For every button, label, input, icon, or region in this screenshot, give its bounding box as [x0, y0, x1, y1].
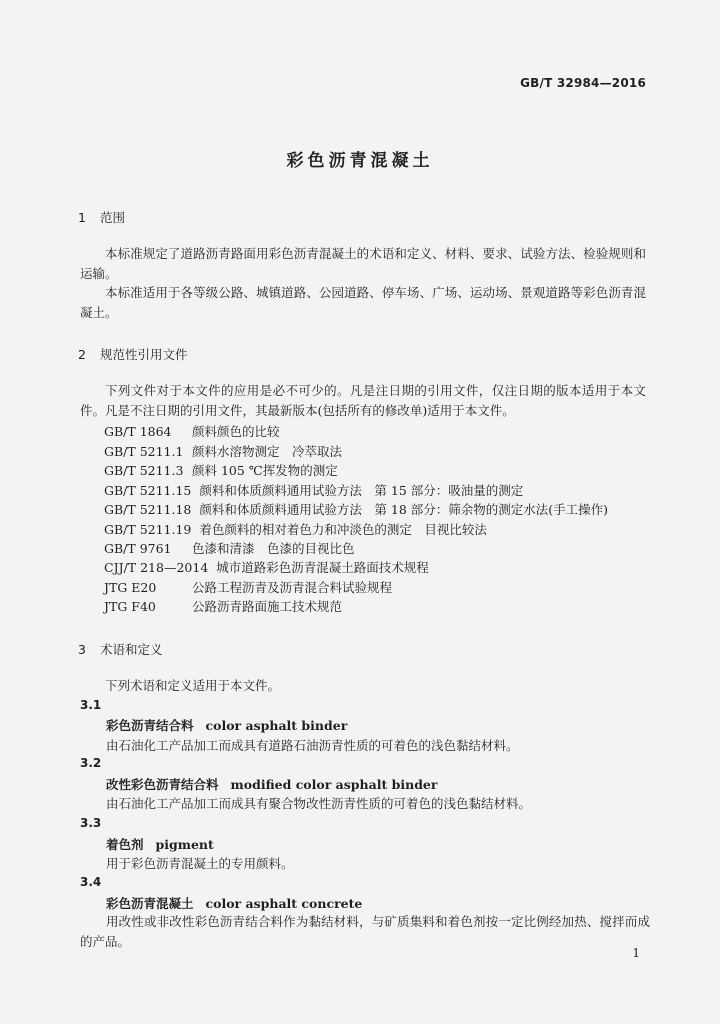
- reference-title: 色漆和清漆 色漆的目视比色: [192, 541, 355, 556]
- term-name-en: color asphalt concrete: [205, 896, 363, 911]
- section-number: 2: [78, 347, 86, 362]
- reference-title: 颜料和体质颜料通用试验方法 第 18 部分：筛余物的测定水法(手工操作): [199, 502, 608, 517]
- reference-item: [104, 520, 487, 538]
- reference-code: GB/T 5211.19: [104, 522, 192, 537]
- term-name: [106, 894, 362, 912]
- standard-code: GB/T 32984—2016: [520, 76, 646, 90]
- reference-title: 公路沥青路面施工技术规范: [192, 599, 343, 614]
- section-title: 规范性引用文件: [100, 347, 188, 362]
- reference-title: 颜料和体质颜料通用试验方法 第 15 部分：吸油量的测定: [199, 483, 524, 498]
- reference-item: [104, 578, 392, 596]
- term-number: 3.2: [80, 756, 102, 770]
- section-1-heading: [78, 208, 125, 226]
- reference-title: 公路工程沥青及沥青混合料试验规程: [192, 580, 393, 595]
- reference-code: GB/T 9761: [104, 541, 172, 556]
- term-name: [106, 775, 437, 793]
- reference-title: 着色颜料的相对着色力和冲淡色的测定 目视比较法: [199, 522, 487, 537]
- reference-item: [104, 422, 280, 440]
- document-title: 彩色沥青混凝土: [286, 151, 434, 171]
- term-name-en: modified color asphalt binder: [230, 777, 438, 792]
- term-name-en: color asphalt binder: [205, 718, 348, 733]
- term-definition: 由石油化工产品加工而成具有聚合物改性沥青性质的可着色的浅色黏结材料。: [106, 796, 532, 811]
- section-title: 范围: [100, 210, 126, 225]
- reference-code: JTG F40: [104, 599, 156, 614]
- reference-code: GB/T 5211.15: [104, 483, 192, 498]
- reference-item: [104, 442, 342, 460]
- reference-item: [104, 481, 523, 499]
- reference-title: 颜料颜色的比较: [192, 424, 280, 439]
- section-2-heading: [78, 345, 188, 363]
- reference-title: 颜料 105 ℃挥发物的测定: [192, 463, 338, 478]
- reference-code: GB/T 5211.1: [104, 444, 184, 459]
- term-name-zh: 彩色沥青混凝土: [106, 896, 194, 911]
- term-name-zh: 着色剂: [106, 837, 144, 852]
- reference-item: [104, 558, 429, 576]
- term-name-zh: 彩色沥青结合料: [106, 718, 194, 733]
- paragraph: 下列文件对于本文件的应用是必不可少的。凡是注日期的引用文件，仅注日期的版本适用于本文件。凡是不注日期的引用文件，其最新版本(包括所有的修改单)适用于本文件。: [80, 383, 646, 418]
- reference-code: GB/T 1864: [104, 424, 172, 439]
- term-definition: 用于彩色沥青混凝土的专用颜料。: [106, 856, 294, 871]
- term-name-en: pigment: [155, 837, 214, 852]
- term-name: [106, 835, 214, 853]
- section-number: 1: [78, 210, 86, 225]
- reference-item: [104, 597, 342, 615]
- term-number: 3.3: [80, 816, 102, 830]
- page-number: 1: [632, 946, 640, 960]
- reference-code: JTG E20: [104, 580, 157, 595]
- paragraph: 下列术语和定义适用于本文件。: [105, 678, 281, 693]
- reference-item: [104, 500, 608, 518]
- term-definition: 用改性或非改性彩色沥青结合料作为黏结材料，与矿质集料和着色剂按一定比例经加热、搅拌而成的产品。: [80, 914, 650, 949]
- term-name-zh: 改性彩色沥青结合料: [106, 777, 219, 792]
- term-number: 3.4: [80, 875, 102, 889]
- section-number: 3: [78, 642, 86, 657]
- reference-item: [104, 461, 338, 479]
- reference-item: [104, 539, 355, 557]
- term-number: 3.1: [80, 698, 102, 712]
- paragraph: 本标准适用于各等级公路、城镇道路、公园道路、停车场、广场、运动场、景观道路等彩色沥青混凝土。: [80, 285, 646, 320]
- paragraph: 本标准规定了道路沥青路面用彩色沥青混凝土的术语和定义、材料、要求、试验方法、检验规则和运输。: [80, 246, 646, 281]
- section-3-heading: [78, 640, 163, 658]
- section-title: 术语和定义: [100, 642, 163, 657]
- reference-code: GB/T 5211.18: [104, 502, 192, 517]
- reference-code: CJJ/T 218—2014: [104, 560, 209, 575]
- term-definition: 由石油化工产品加工而成具有道路石油沥青性质的可着色的浅色黏结材料。: [106, 738, 519, 753]
- reference-title: 颜料水溶物测定 冷萃取法: [192, 444, 343, 459]
- reference-code: GB/T 5211.3: [104, 463, 184, 478]
- reference-title: 城市道路彩色沥青混凝土路面技术规程: [216, 560, 429, 575]
- term-name: [106, 716, 347, 734]
